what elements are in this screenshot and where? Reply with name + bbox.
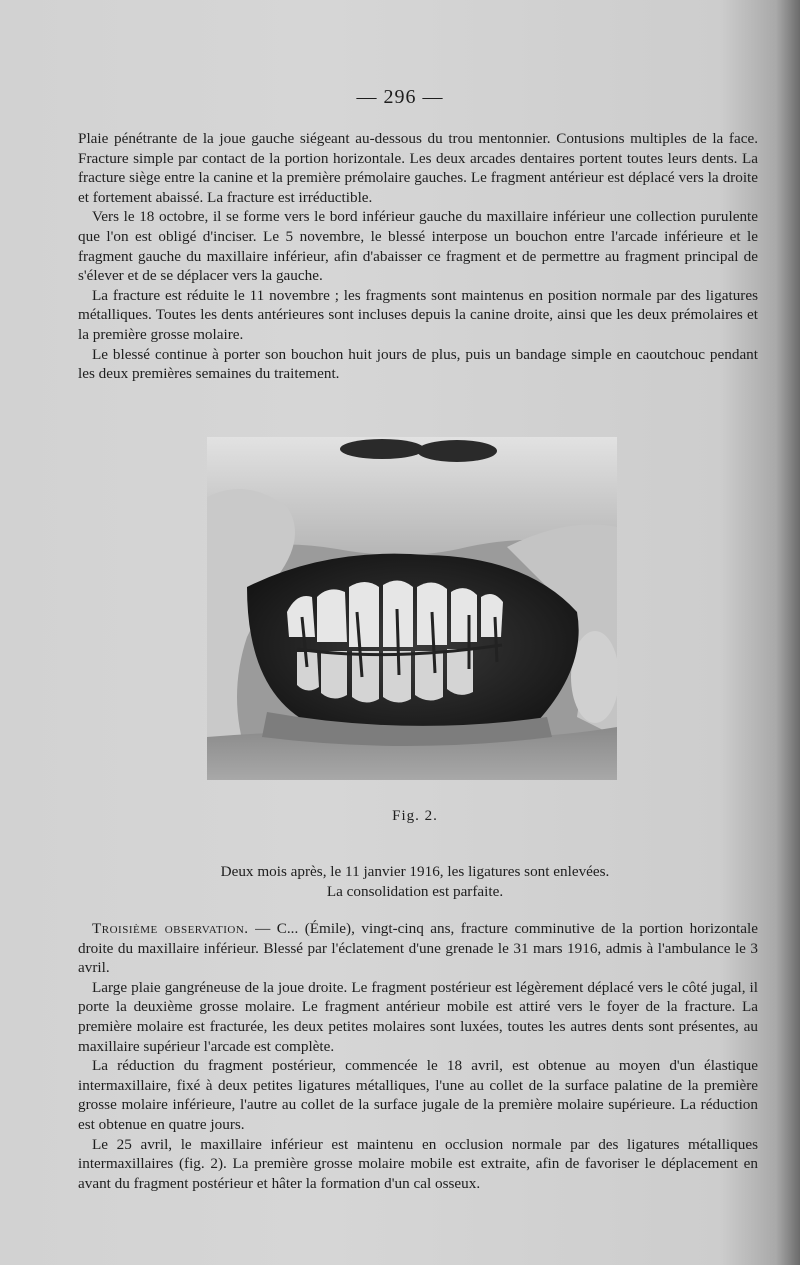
text-block-top [78, 129, 758, 384]
paragraph: Plaie pénétrante de la joue gauche siégeant au-dessous du trou mentonnier. Contusions multiples de la face. Fracture simple par contact de la portion horizontale. Les deux arcades dentaires portent toutes leurs dents. La fracture siège entre la canine et la première prémolaire gauches. Le fragment antérieur est déplacé vers la droite et fortement abaissé. La fracture est irréductible. [78, 130, 758, 206]
paragraph: La réduction du fragment postérieur, commencée le 18 avril, est obtenue au moyen d'un élastique intermaxillaire, fixé à deux petites ligatures métalliques, l'une au collet de la surface palatine de la première grosse molaire inférieure, l'autre au collet de la surface jugale de la première molaire supérieure. La réduction est obtenue en quatre jours. [78, 1057, 758, 1133]
paragraph: La fracture est réduite le 11 novembre ; les fragments sont maintenus en position normale par des ligatures métalliques. Toutes les dents antérieures sont incluses depuis la canine droite, ainsi que les deux prémolaires et la première grosse molaire. [78, 286, 758, 343]
paragraph: Le blessé continue à porter son bouchon huit jours de plus, puis un bandage simple en caoutchouc pendant les deux premières semaines du traitement. [78, 345, 758, 383]
observation-paragraph [78, 919, 758, 978]
text-block-bottom [78, 919, 758, 1193]
observation-intro: — C... (Émile), vingt-cinq ans, fracture comminutive de la portion horizontale droite du maxillaire inférieur. Blessé par l'éclatement d'une grenade le 31 mars 1916, admis à l'ambulance le 3 avril. [78, 920, 758, 977]
figure-photograph [207, 437, 617, 780]
paragraph: Vers le 18 octobre, il se forme vers le bord inférieur gauche du maxillaire inférieur une collection purulente que l'on est obligé d'inciser. Le 5 novembre, le blessé interpose un bouchon entre l'arcade inférieure et le fragment gauche du maxillaire inférieur, afin d'abaisser ce fragment et de permettre au fragment principal de s'élever et de se déplacer vers la gauche. [78, 208, 758, 285]
figure-caption [0, 862, 800, 902]
page-number: — 296 — [356, 86, 444, 108]
figure-label: Fig. 2. [392, 808, 438, 824]
paragraph: Large plaie gangréneuse de la joue droite. Le fragment postérieur est légèrement déplacé vers le côté jugal, il porte la deuxième grosse molaire. Le fragment antérieur mobile est attiré vers le foyer de la fracture. La première molaire est fracturée, les deux petites molaires sont luxées, toutes les autres dents sont présentes, au maxillaire supérieur l'arcade est complète. [78, 978, 758, 1055]
observation-heading: Troisième observation. [92, 920, 249, 937]
caption-line: Deux mois après, le 11 janvier 1916, les ligatures sont enlevées. [220, 863, 610, 880]
caption-line: La consolidation est parfaite. [326, 883, 504, 900]
paragraph: Le 25 avril, le maxillaire inférieur est maintenu en occlusion normale par des ligatures métalliques intermaxillaires (fig. 2). La première grosse molaire mobile est extraite, afin de favoriser le déplacement en avant du fragment postérieur et hâter la formation d'un cal osseux. [78, 1135, 758, 1192]
